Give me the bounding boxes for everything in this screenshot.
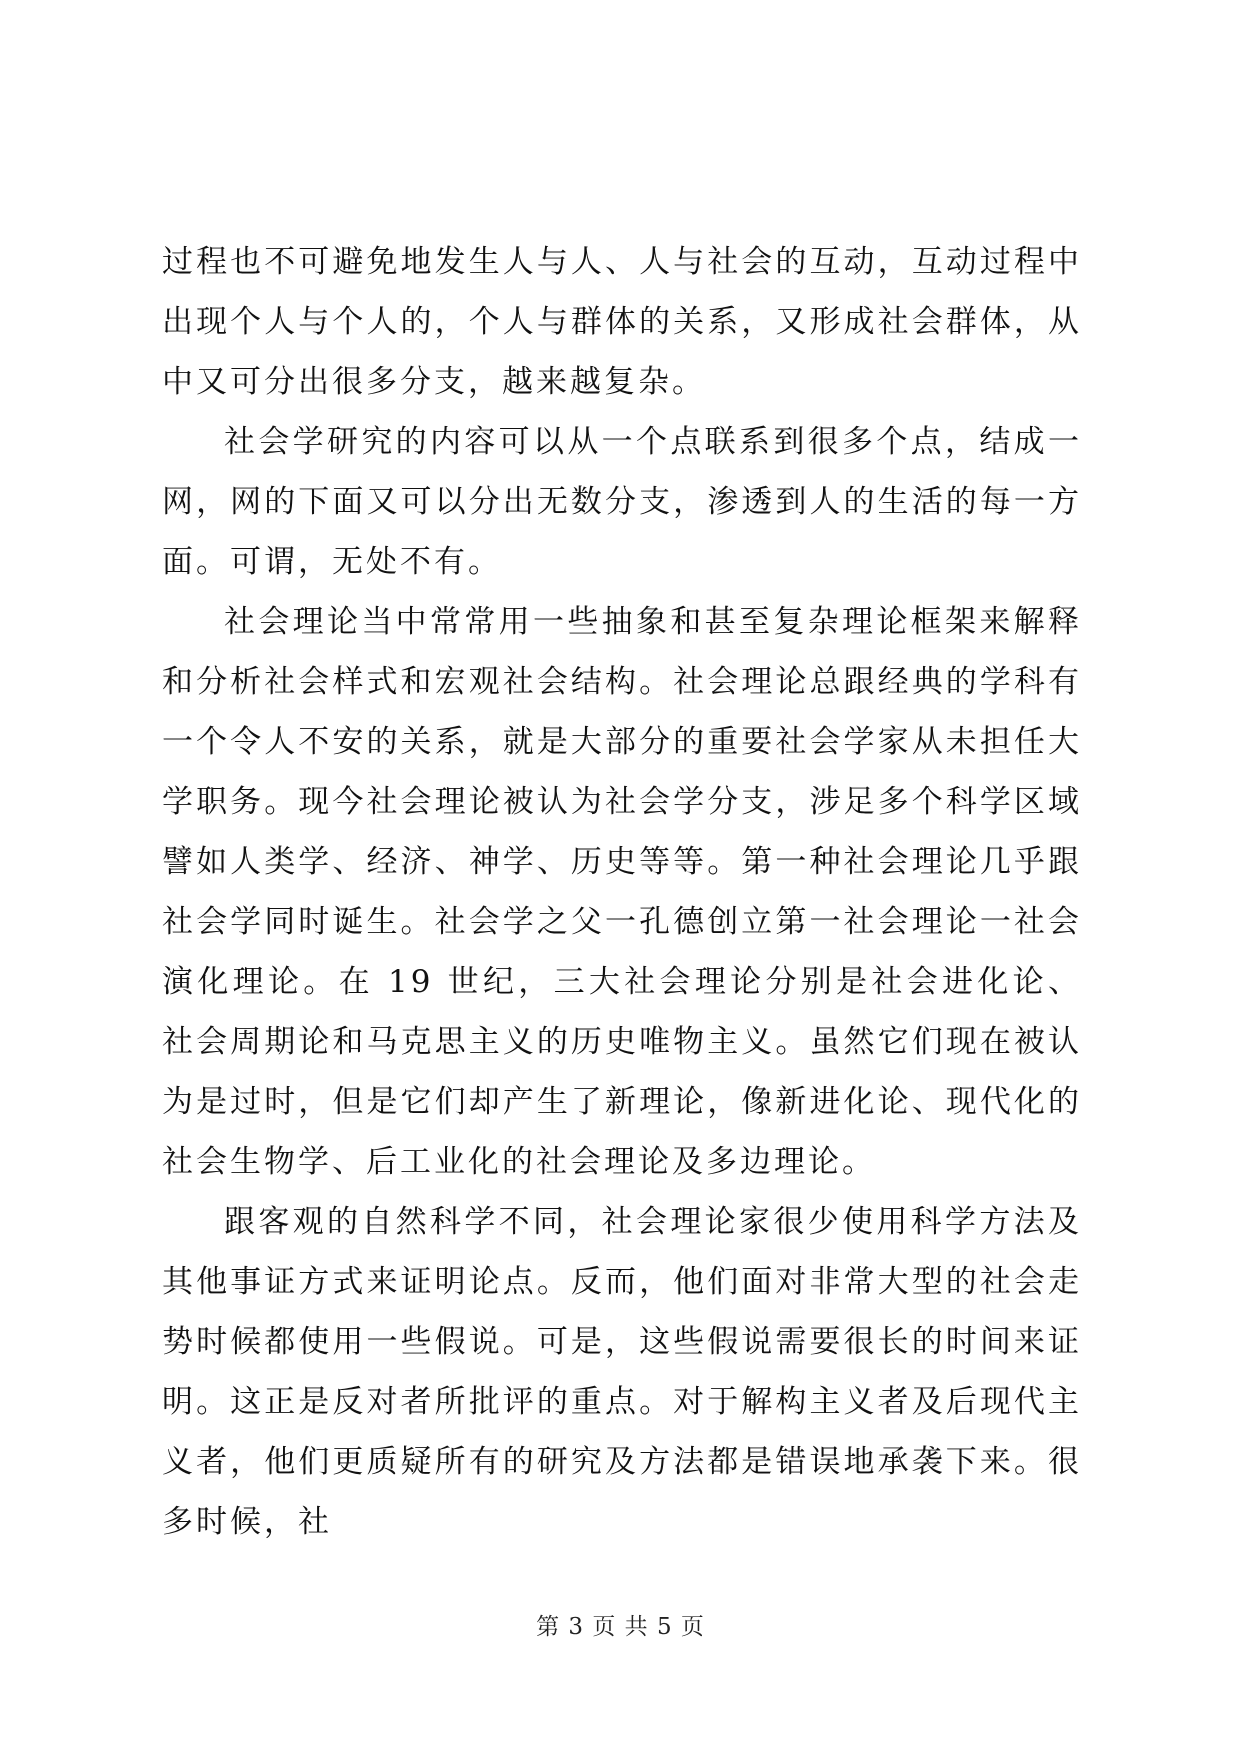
paragraph-1: 过程也不可避免地发生人与人、人与社会的互动，互动过程中出现个人与个人的，个人与群体的关系，又形成社会群体，从中又可分出很多分支，越来越复杂。 xyxy=(162,244,1082,400)
page-number-footer: 第 3 页 共 5 页 xyxy=(536,1614,705,1640)
paragraph-4: 跟客观的自然科学不同，社会理论家很少使用科学方法及其他事证方式来证明论点。反而，他们面对非常大型的社会走势时候都使用一些假说。可是，这些假说需要很长的时间来证明。这正是反对者所批评的重点。对于解构主义者及后现代主义者，他们更质疑所有的研究及方法都是错误地承袭下来。很多时候，社 xyxy=(162,1204,1082,1540)
paragraph-3: 社会理论当中常常用一些抽象和甚至复杂理论框架来解释和分析社会样式和宏观社会结构。社会理论总跟经典的学科有一个令人不安的关系，就是大部分的重要社会学家从未担任大学职务。现今社会理论被认为社会学分支，涉足多个科学区域譬如人类学、经济、神学、历史等等。第一种社会理论几乎跟社会学同时诞生。社会学之父一孔德创立第一社会理论一社会演化理论。在 19 世纪，三大社会理论分别是社会进化论、社会周期论和马克思主义的历史唯物主义。虽然它们现在被认为是过时，但是它们却产生了新理论，像新进化论、现代化的社会生物学、后工业化的社会理论及多边理论。 xyxy=(162,604,1082,1180)
paragraph-2: 社会学研究的内容可以从一个点联系到很多个点，结成一网，网的下面又可以分出无数分支，渗透到人的生活的每一方面。可谓，无处不有。 xyxy=(162,424,1082,580)
document-body xyxy=(162,232,1082,1552)
